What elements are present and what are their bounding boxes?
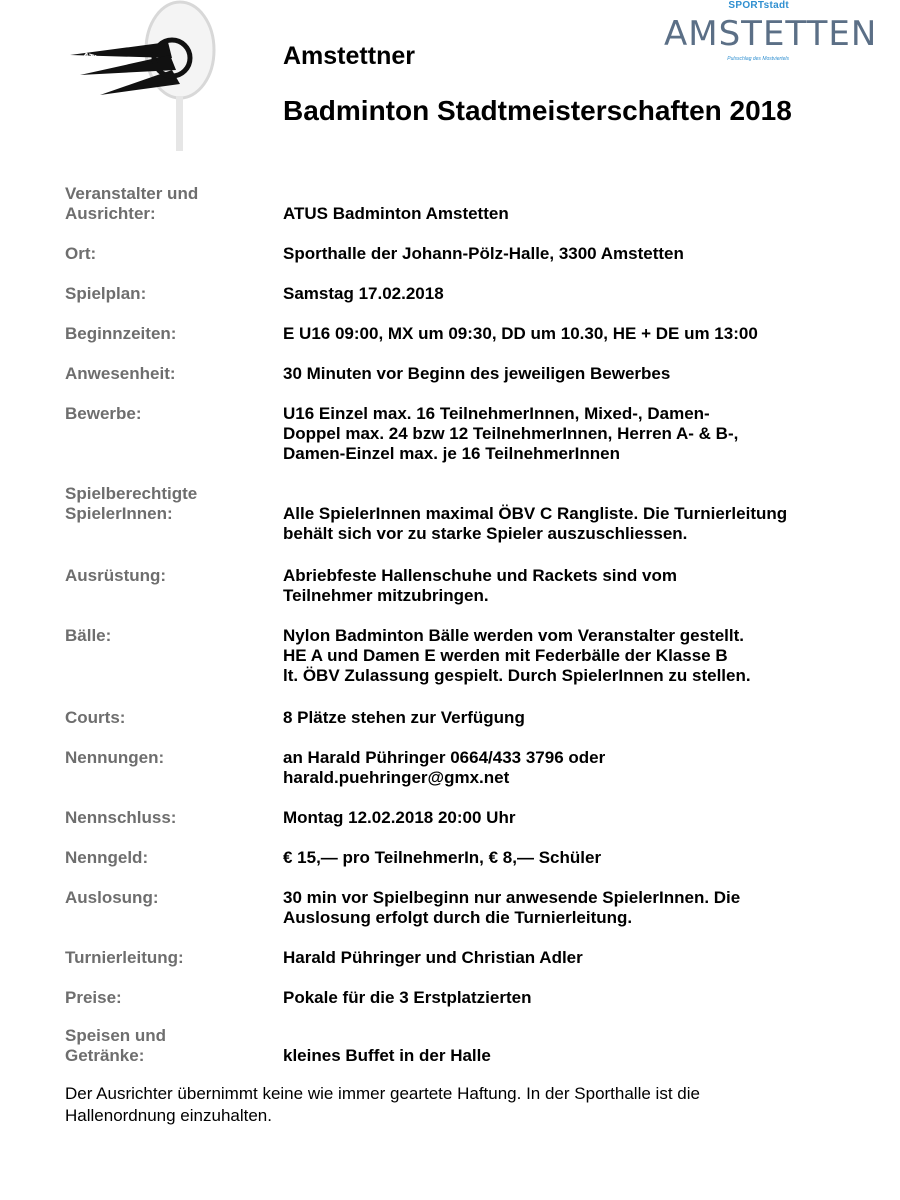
row-label: [65, 626, 275, 646]
row-label: [65, 948, 275, 968]
row-value-line: kleines Buffet in der Halle: [283, 1046, 491, 1065]
row-label-line: Preise:: [65, 988, 122, 1007]
row-label: [65, 748, 275, 768]
row-value-line: U16 Einzel max. 16 TeilnehmerInnen, Mixed-, Damen-: [283, 404, 710, 423]
row-label-line: Bewerbe:: [65, 404, 142, 423]
row-value-line: Alle SpielerInnen maximal ÖBV C Rangliste. Die Turnierleitung: [283, 504, 788, 523]
row-value: [283, 948, 843, 968]
row-value: [283, 1046, 843, 1066]
row-value-line: Harald Pühringer und Christian Adler: [283, 948, 583, 967]
row-value-line: Samstag 17.02.2018: [283, 284, 444, 303]
row-value-line: harald.puehringer@gmx.net: [283, 768, 510, 787]
row-label-line: Veranstalter und: [65, 184, 199, 203]
row-label-line: Beginnzeiten:: [65, 324, 177, 343]
row-label-line: Spielberechtigte: [65, 484, 198, 503]
row-label-line: Ort:: [65, 244, 97, 263]
row-label: [65, 1026, 275, 1066]
row-value-line: Teilnehmer mitzubringen.: [283, 586, 489, 605]
row-value-line: Sporthalle der Johann-Pölz-Halle, 3300 Amstetten: [283, 244, 684, 263]
row-label: [65, 324, 275, 344]
atus-logo: [60, 0, 220, 155]
row-value: [283, 566, 843, 606]
row-value-line: € 15,— pro TeilnehmerIn, € 8,— Schüler: [283, 848, 602, 867]
row-label: [65, 284, 275, 304]
row-label-line: Bälle:: [65, 626, 112, 645]
row-label-line: Spielplan:: [65, 284, 147, 303]
row-label-line: Speisen und: [65, 1026, 167, 1045]
row-value: [283, 808, 843, 828]
row-label-line: Nennschluss:: [65, 808, 177, 827]
row-value: [283, 708, 843, 728]
row-label: [65, 364, 275, 384]
row-value: [283, 504, 843, 544]
logo-sup-text: SPORTstadt: [728, 0, 789, 11]
row-value-line: lt. ÖBV Zulassung gespielt. Durch SpielerInnen zu stellen.: [283, 666, 751, 685]
row-value-line: 30 min vor Spielbeginn nur anwesende SpielerInnen. Die: [283, 888, 741, 907]
row-label: [65, 848, 275, 868]
shuttlecock-racket-icon: [60, 0, 220, 155]
row-value-line: Doppel max. 24 bzw 12 TeilnehmerInnen, Herren A- & B-,: [283, 424, 739, 443]
row-value-line: Pokale für die 3 Erstplatzierten: [283, 988, 532, 1007]
row-label: [65, 888, 275, 908]
amstetten-logo: [660, 0, 878, 66]
footer-line: Der Ausrichter übernimmt keine wie immer geartete Haftung. In der Sporthalle ist die: [65, 1084, 700, 1103]
row-label-line: Nenngeld:: [65, 848, 149, 867]
row-label-line: SpielerInnen:: [65, 504, 173, 523]
row-value: [283, 364, 843, 384]
row-label: [65, 708, 275, 728]
row-label-line: Ausrüstung:: [65, 566, 167, 585]
row-value-line: an Harald Pühringer 0664/433 3796 oder: [283, 748, 606, 767]
row-label-line: Auslosung:: [65, 888, 159, 907]
row-label-line: Nennungen:: [65, 748, 165, 767]
row-value: [283, 988, 843, 1008]
row-label: [65, 184, 275, 224]
row-value: [283, 888, 843, 928]
svg-text:ATUS: ATUS: [81, 50, 108, 67]
row-value-line: Damen-Einzel max. je 16 TeilnehmerInnen: [283, 444, 620, 463]
row-label: [65, 808, 275, 828]
row-value: [283, 324, 843, 344]
page-title-line1: Amstettner: [283, 42, 415, 70]
row-value-line: Auslosung erfolgt durch die Turnierleitung.: [283, 908, 633, 927]
row-value-line: E U16 09:00, MX um 09:30, DD um 10.30, HE + DE um 13:00: [283, 324, 758, 343]
svg-text:Amstetten: Amstetten: [98, 70, 139, 86]
row-label-line: Turnierleitung:: [65, 948, 184, 967]
row-value-line: 30 Minuten vor Beginn des jeweiligen Bewerbes: [283, 364, 671, 383]
row-value: [283, 404, 843, 464]
row-label: [65, 244, 275, 264]
row-value-line: 8 Plätze stehen zur Verfügung: [283, 708, 525, 727]
row-value: [283, 284, 843, 304]
row-label-line: Courts:: [65, 708, 126, 727]
row-label-line: Getränke:: [65, 1046, 145, 1065]
row-value: [283, 848, 843, 868]
row-label: [65, 566, 275, 586]
footer-disclaimer: [65, 1083, 845, 1127]
row-value: [283, 748, 843, 788]
row-value-line: Nylon Badminton Bälle werden vom Veranstalter gestellt.: [283, 626, 745, 645]
footer-line: Hallenordnung einzuhalten.: [65, 1106, 272, 1125]
row-value-line: HE A und Damen E werden mit Federbälle der Klasse B: [283, 646, 728, 665]
row-value-line: Montag 12.02.2018 20:00 Uhr: [283, 808, 516, 827]
row-label: [65, 484, 275, 524]
row-value: [283, 626, 843, 686]
row-value: [283, 244, 843, 264]
row-label-line: Ausrichter:: [65, 204, 156, 223]
row-value-line: Abriebfeste Hallenschuhe und Rackets sind vom: [283, 566, 677, 585]
row-label-line: Anwesenheit:: [65, 364, 176, 383]
page-title-line2: Badminton Stadtmeisterschaften 2018: [283, 95, 792, 126]
row-value: [283, 204, 843, 224]
row-value-line: ATUS Badminton Amstetten: [283, 204, 509, 223]
logo-tagline: Pulsschlag des Mostviertels: [727, 56, 789, 62]
row-label: [65, 404, 275, 424]
row-value-line: behält sich vor zu starke Spieler auszuschliessen.: [283, 524, 688, 543]
row-label: [65, 988, 275, 1008]
logo-main-text: AMSTETTEN: [664, 14, 878, 54]
